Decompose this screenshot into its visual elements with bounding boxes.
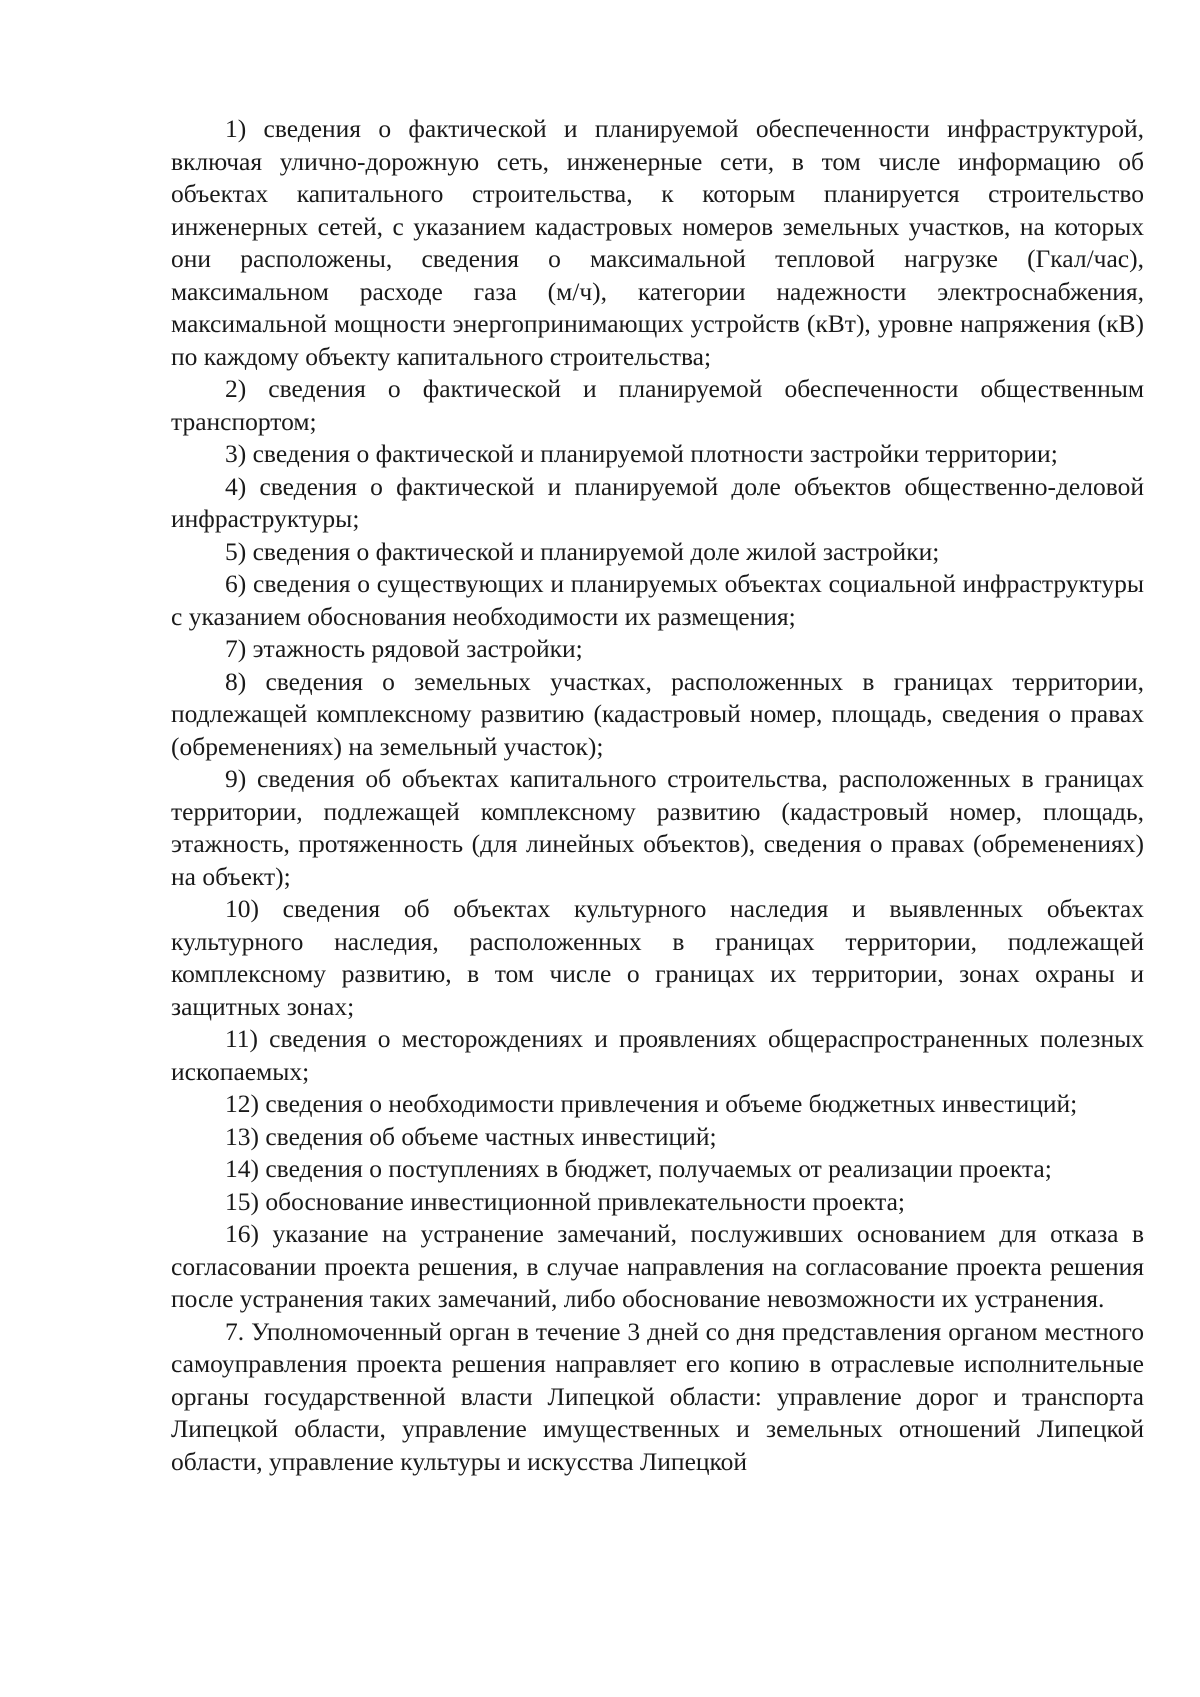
paragraph-item-4: 4) сведения о фактической и планируемой доле объектов общественно-деловой инфраструктуры; (171, 471, 1144, 533)
paragraph-item-2: 2) сведения о фактической и планируемой обеспеченности общественным транспортом; (171, 374, 1144, 436)
paragraph-item-12: 12) сведения о необходимости привлечения и объеме бюджетных инвестиций; (225, 1089, 1078, 1118)
paragraph-item-16: 16) указание на устранение замечаний, послуживших основанием для отказа в согласовании проекта решения, в случае направления на согласование проекта решения после устранения таких замечаний, либо обоснование невозможности их устранения. (171, 1219, 1144, 1313)
paragraph-item-3: 3) сведения о фактической и планируемой плотности застройки территории; (225, 439, 1058, 468)
document-page (171, 113, 1144, 1478)
paragraph-item-5: 5) сведения о фактической и планируемой доле жилой застройки; (225, 536, 940, 566)
paragraph-item-13: 13) сведения об объеме частных инвестиций; (225, 1121, 717, 1151)
paragraph-item-7: 7) этажность рядовой застройки; (225, 634, 583, 663)
paragraph-item-11: 11) сведения о месторождениях и проявлениях общераспространенных полезных ископаемых; (171, 1024, 1144, 1086)
paragraph-item-14: 14) сведения о поступлениях в бюджет, получаемых от реализации проекта; (225, 1154, 1052, 1183)
paragraph-item-6: 6) сведения о существующих и планируемых объектах социальной инфраструктуры с указанием обоснования необходимости их размещения; (171, 569, 1144, 631)
paragraph-item-1: 1) сведения о фактической и планируемой обеспеченности инфраструктурой, включая улично-дорожную сеть, инженерные сети, в том числе информацию об объектах капитального строительства, к которым планируется строительство инженерных сетей, с указанием кадастровых номеров земельных участков, на которых они расположены, сведения о максимальной тепловой нагрузке (Гкал/час), максимальном расходе газа (м/ч), категории надежности электроснабжения, максимальной мощности энергопринимающих устройств (кВт), уровне напряжения (кВ) по каждому объекту капитального строительства; (171, 114, 1144, 371)
paragraph-item-10: 10) сведения об объектах культурного наследия и выявленных объектах культурного наследия, расположенных в границах территории, подлежащей комплексному развитию, в том числе о границах их территории, зонах охраны и защитных зонах; (171, 894, 1144, 1021)
paragraph-section-7: 7. Уполномоченный орган в течение 3 дней со дня представления органом местного самоуправления проекта решения направляет его копию в отраслевые исполнительные органы государственной власти Липецкой области: управление дорог и транспорта Липецкой области, управление имущественных и земельных отношений Липецкой области, управление культуры и искусства Липецкой (171, 1316, 1144, 1476)
paragraph-item-15: 15) обоснование инвестиционной привлекательности проекта; (225, 1186, 906, 1216)
paragraph-item-8: 8) сведения о земельных участках, расположенных в границах территории, подлежащей комплексному развитию (кадастровый номер, площадь, сведения о правах (обременениях) на земельный участок); (171, 666, 1144, 761)
paragraph-item-9: 9) сведения об объектах капитального строительства, расположенных в границах территории, подлежащей комплексному развитию (кадастровый номер, площадь, этажность, протяженность (для линейных объектов), сведения о правах (обременениях) на объект); (171, 764, 1144, 891)
